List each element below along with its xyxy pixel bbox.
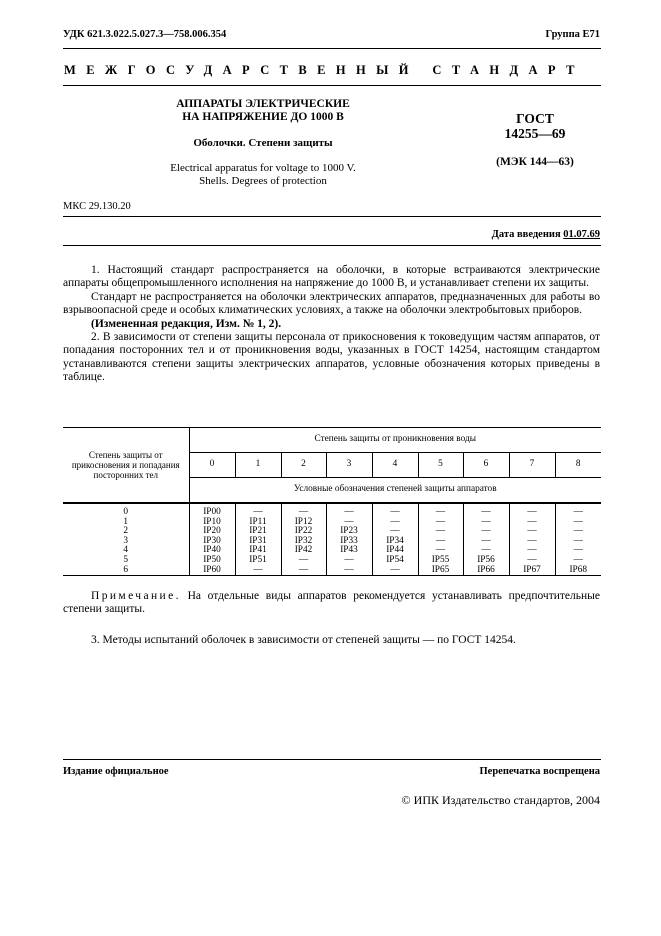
ip-code-cell: IP34 — [372, 537, 418, 547]
ip-code-cell: IP60 — [189, 566, 235, 576]
ip-code-cell: — — [555, 527, 601, 537]
ip-code-cell: — — [509, 556, 555, 566]
intro-date-label: Дата введения — [491, 229, 561, 240]
water-level-4: 4 — [372, 453, 418, 478]
title-line-1: АППАРАТЫ ЭЛЕКТРИЧЕСКИЕ — [176, 98, 350, 110]
banner-rule — [63, 85, 601, 86]
iec-reference: (МЭК 144—63) — [496, 156, 574, 168]
water-level-5: 5 — [418, 453, 463, 478]
ip-code-cell: — — [326, 518, 372, 528]
water-level-1: 1 — [235, 453, 281, 478]
table-row — [63, 556, 601, 566]
official-edition: Издание официальное — [63, 766, 169, 777]
ip-code-cell: — — [418, 537, 463, 547]
ip-code-cell: — — [418, 518, 463, 528]
table-row — [63, 537, 601, 547]
ip-code-cell: — — [326, 556, 372, 566]
ip-code-cell: IP65 — [418, 566, 463, 576]
ip-code-cell: — — [418, 546, 463, 556]
introduction-date — [380, 229, 600, 240]
ip-code-cell: IP50 — [189, 556, 235, 566]
ip-code-cell: — — [555, 518, 601, 528]
copyright: © ИПК Издательство стандартов, 2004 — [401, 793, 600, 807]
paragraph-1: 1. Настоящий стандарт распространяется на оболочки, в которые встраиваются электрические аппараты общепромышленного исполнения на напряжение до 1000 В, и устанавливает степени их защиты. — [63, 264, 600, 290]
contact-level: 6 — [63, 566, 189, 576]
section-3 — [63, 634, 600, 647]
table-row — [63, 546, 601, 556]
reprint-prohibited: Перепечатка воспрещена — [479, 766, 600, 777]
ip-code-cell: — — [509, 518, 555, 528]
ip-code-cell: — — [509, 537, 555, 547]
ip-code-cell: IP11 — [235, 518, 281, 528]
ip-code-cell: IP51 — [235, 556, 281, 566]
ip-code-cell: IP00 — [189, 503, 235, 518]
ip-code-cell: — — [463, 503, 509, 518]
ip-code-cell: IP10 — [189, 518, 235, 528]
ip-code-cell: — — [326, 566, 372, 576]
table-row — [63, 527, 601, 537]
ip-code-cell: IP56 — [463, 556, 509, 566]
ip-code-cell: IP31 — [235, 537, 281, 547]
gost-designation — [470, 111, 600, 141]
ip-code-cell: — — [372, 527, 418, 537]
ip-code-cell: — — [235, 566, 281, 576]
title-line-2: НА НАПРЯЖЕНИЕ ДО 1000 В — [182, 110, 344, 123]
paragraph-2: Стандарт не распространяется на оболочки электрических аппаратов, предназначенных для работы во взрывоопасной среде и особых климатических условиях, а также на оболочки электробытовых приборов. — [63, 290, 600, 317]
ip-code-cell: IP40 — [189, 546, 235, 556]
intro-date-value: 01.07.69 — [563, 229, 600, 240]
ip-code-cell: — — [281, 566, 326, 576]
top-rule — [63, 48, 601, 49]
english-title-line-2: Shells. Degrees of protection — [199, 175, 327, 187]
ip-code-cell: — — [418, 503, 463, 518]
water-level-8: 8 — [555, 453, 601, 478]
body-section — [63, 264, 600, 385]
table-row — [63, 566, 601, 576]
ip-code-cell: IP20 — [189, 527, 235, 537]
gost-number: 14255—69 — [504, 126, 566, 141]
mks-code: МКС 29.130.20 — [63, 201, 131, 212]
ip-code-cell: IP55 — [418, 556, 463, 566]
ip-code-cell: IP41 — [235, 546, 281, 556]
group-code: Группа Е71 — [545, 29, 600, 40]
ip-code-cell: IP68 — [555, 566, 601, 576]
water-level-6: 6 — [463, 453, 509, 478]
english-title-line-1: Electrical apparatus for voltage to 1000 V. — [170, 162, 356, 174]
water-level-7: 7 — [509, 453, 555, 478]
ip-code-cell: IP42 — [281, 546, 326, 556]
ip-code-cell: IP30 — [189, 537, 235, 547]
contact-level: 4 — [123, 545, 129, 556]
contact-level: 2 — [123, 526, 129, 537]
water-level-3: 3 — [326, 453, 372, 478]
amendment-note: (Измененная редакция, Изм. № 1, 2). — [91, 317, 282, 330]
table-row — [63, 518, 601, 528]
note-label: Примечание. — [91, 590, 181, 602]
ip-code-cell: IP12 — [281, 518, 326, 528]
table-body — [63, 503, 601, 576]
ip-code-cell: — — [555, 556, 601, 566]
ip-code-cell: IP67 — [509, 566, 555, 576]
udk-code: УДК 621.3.022.5.027.3—758.006.354 — [63, 29, 227, 40]
title-rule — [63, 216, 601, 217]
ip-code-cell: IP43 — [326, 546, 372, 556]
paragraph-3: 2. В зависимости от степени защиты персонала от прикосновения к токоведущим частям аппаратов, от попадания посторонних тел и от проникновения воды, указанных в ГОСТ 14254, настоящим стандартом устанавливаются степени защиты электрических аппаратов, условные обозначения которых приведены в таблице. — [63, 331, 600, 384]
ip-code-cell: — — [463, 537, 509, 547]
ip-code-cell: — — [555, 503, 601, 518]
ip-code-cell: IP21 — [235, 527, 281, 537]
water-level-2: 2 — [281, 453, 326, 478]
ip-code-cell: — — [509, 527, 555, 537]
ip-code-cell: — — [463, 518, 509, 528]
ip-code-cell: IP32 — [281, 537, 326, 547]
english-title — [140, 162, 386, 188]
ip-code-cell: IP54 — [372, 556, 418, 566]
ip-code-cell: — — [281, 556, 326, 566]
table-note — [63, 590, 600, 617]
title — [148, 98, 378, 123]
footer-rule — [63, 759, 601, 760]
ip-code-cell: — — [235, 503, 281, 518]
ip-code-cell: — — [509, 546, 555, 556]
paragraph-4: 3. Методы испытаний оболочек в зависимости от степеней защиты — по ГОСТ 14254. — [91, 634, 516, 646]
contact-level: 3 — [123, 535, 129, 546]
ip-code-cell: IP23 — [326, 527, 372, 537]
note-text: На отдельные виды аппаратов рекомендуется устанавливать предпочтительные степени защиты. — [63, 590, 600, 616]
row-header-cell: Степень защиты от прикосновения и попадания посторонних тел — [63, 428, 189, 504]
ip-code-cell: — — [372, 503, 418, 518]
ip-code-cell: — — [463, 546, 509, 556]
ip-code-cell: — — [281, 503, 326, 518]
ip-code-cell: — — [509, 503, 555, 518]
gost-label: ГОСТ — [516, 111, 554, 126]
ip-code-cell: — — [418, 527, 463, 537]
ip-code-cell: IP44 — [372, 546, 418, 556]
water-protection-header: Степень защиты от проникновения воды — [189, 428, 601, 453]
table-row — [63, 503, 601, 518]
standard-banner: МЕЖГОСУДАРСТВЕННЫЙ СТАНДАРТ — [64, 63, 585, 77]
ip-code-cell: — — [326, 503, 372, 518]
ip-code-cell: — — [372, 518, 418, 528]
contact-level: 0 — [123, 507, 129, 517]
protection-degree-table — [63, 427, 601, 576]
ip-code-cell: — — [463, 527, 509, 537]
subtitle: Оболочки. Степени защиты — [193, 137, 333, 149]
water-level-0: 0 — [189, 453, 235, 478]
ip-code-cell: — — [555, 546, 601, 556]
ip-code-cell: IP22 — [281, 527, 326, 537]
ip-code-cell: — — [372, 566, 418, 576]
ip-code-cell: — — [555, 537, 601, 547]
ip-code-cell: IP33 — [326, 537, 372, 547]
contact-level: 5 — [123, 554, 129, 565]
ip-code-cell: IP66 — [463, 566, 509, 576]
contact-level: 1 — [123, 516, 129, 527]
date-rule — [63, 245, 601, 246]
designations-header: Условные обозначения степеней защиты аппаратов — [189, 478, 601, 504]
